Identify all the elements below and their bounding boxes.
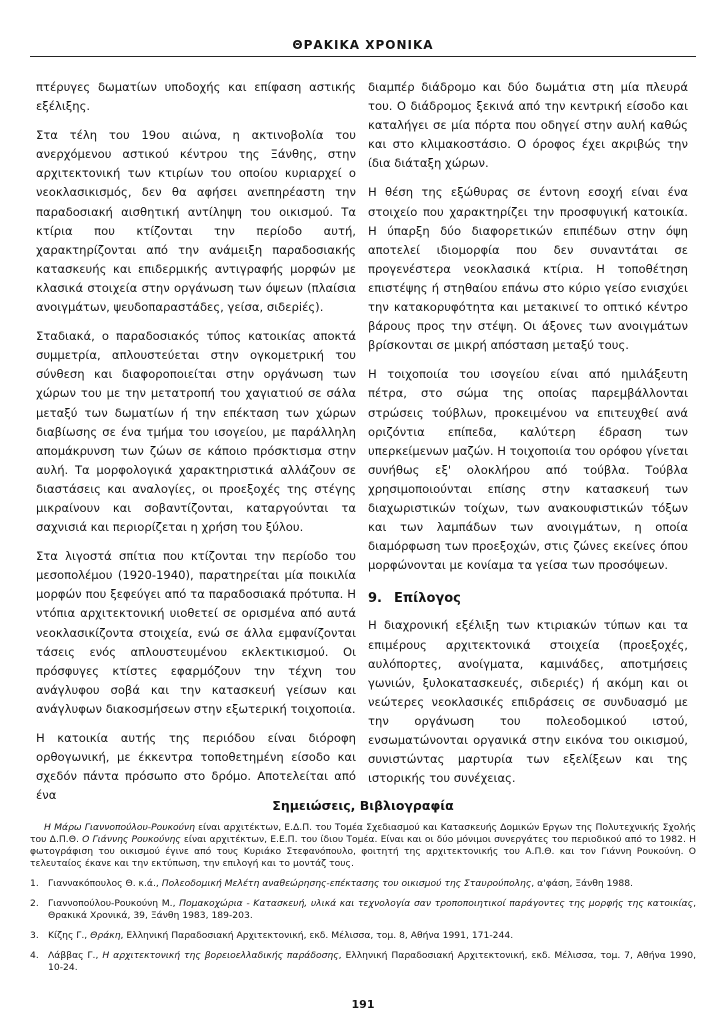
paragraph: Στα λιγοστά σπίτια που κτίζονται την περίοδο του μεσοπολέμου (1920-1940), παρατηρείται μία ποικιλία μορφών που ξεφεύγει από τα παραδοσιακά πρότυπα. Η ντόπια αρχιτεκτονική υιοθετεί σε ορισμένα από αυτά νεοκλασικίζοντα στοιχεία, ενώ σε άλλα εμφανίζονται τάσεις ενός απλουστευμένου εκλεκτικισμού. Οι πρόσφυγες κτίστες εφαρμόζουν την τέχνη του ανάγλυφου σοβά και την κατασκευή γείσων και ανάγλυφων διακοσμήσεων στην εξωτερική τοιχοποιία.	[36, 549, 356, 716]
left-column	[36, 78, 356, 815]
section-number: 9.	[368, 591, 382, 607]
reference-item	[30, 898, 696, 922]
reference-item	[30, 930, 696, 942]
reference-number: 2.	[30, 898, 39, 909]
author-name: Η Μάρω Γιαννοπούλου-Ρουκούνη	[44, 822, 195, 833]
paragraph: Η τοιχοποιία του ισογείου είναι από ημιλάξευτη πέτρα, στο σώμα της οποίας παρεμβάλλονται στρώσεις τούβλων, προκειμένου να επιτευχθεί ανά οριζόντια επίπεδα, καλύτερη έδραση των υπερκείμενων μαζών. Η τοιχοποιία του ορόφου γίνεται συνήθως εξ' ολοκλήρου από τούβλα. Τούβλα χρησιμοποιούνται επίσης στην κατασκευή των διαχωριστικών τοίχων, των ανακουφιστικών τόξων και των λαμπάδων των ανοιγμάτων, η οποία διαμόρφωση των προεξοχών, στις ζώνες εκείνες όπου μορφώνονται με κονίαμα τα γείσα των προσόψεων.	[368, 367, 688, 573]
paragraph: Η θέση της εξώθυρας σε έντονη εσοχή είναι ένα στοιχείο που χαρακτηρίζει την προσφυγική κατοικία. Η ύπαρξη δύο διαφορετικών επιπέδων στην όψη αποτελεί ιδιομορφία που δεν συναντάται σε προγενέστερα νεοκλασικά κτίρια. Η τοποθέτηση επιστέψης ή στηθαίου επάνω στο κύριο γείσο ενισχύει την κατακορυφότητα και μετακινεί το οπτικό κέντρο βάρους προς την στέψη. Οι άξονες των ανοιγμάτων βρίσκονται σε μικρή απόσταση μεταξύ τους.	[368, 185, 688, 353]
author-note-text: είναι αρχιτέκτων, Ε.Ε.Π. του ίδιου Τομέα. Είναι και οι δύο μόνιμοι συνεργάτες του περιοδικού από το 1982. Η φωτογράφιση του οικισμού έγινε από τους Κυριάκο Στεφανόπουλο, φοιτητή της αρχιτεκτονικής του Α.Π.Θ. και τον Γιάννη Ρουκούνη. Ο τελευταίος έκανε και την εκτύπωση, την επιλογή και το μοντάζ τους.	[30, 834, 696, 869]
reference-item	[30, 950, 696, 974]
paragraph: διαμπέρ διάδρομο και δύο δωμάτια στη μία πλευρά του. Ο διάδρομος ξεκινά από την κεντρική είσοδο και καταλήγει σε μία πόρτα που οδηγεί στην αυλή καθώς και στο κλιμακοστάσιο. Ο όροφος έχει ακριβώς την ίδια διάταξη χώρων.	[368, 80, 688, 171]
notes-title: Σημειώσεις, Βιβλιογραφία	[272, 798, 454, 813]
header-rule	[30, 56, 696, 57]
reference-number: 4.	[30, 950, 39, 961]
paragraph: Σταδιακά, ο παραδοσιακός τύπος κατοικίας αποκτά συμμετρία, απλουστεύεται στην ογκομετρική του σύνθεση και διαφοροποιείται στην οργάνωση των χώρων του με την μετατροπή του χαγιατιού σε σάλα μεταξύ των δωματίων ή την επέκταση των χώρων διαβίωσης σε ένα τμήμα του ισογείου, με παράλληλη απομάκρυνση των ζώων σε κάποιο πρόσκτισμα στην αυλή. Τα μορφολογικά χαρακτηριστικά αλλάζουν σε διαστάσεις και αναλογίες, οι προεξοχές της στέγης μικραίνουν και σοβαντίζονται, καταργούνται τα σαχνισιά και περιορίζεται η χρήση του ξύλου.	[36, 329, 356, 535]
author-note-text: είναι αρχιτέκτων, Ε.Δ.Π. του Τομέα Σχεδιασμού και Κατασκευής Δομικών Εργων της Πολυτεχνικής Σχολής του Δ.Π.Θ.	[30, 822, 696, 845]
author-name: Ο Γιάννης Ρουκούνης	[82, 834, 181, 845]
section-heading	[368, 589, 688, 608]
reference-text: Γιαννακόπουλος Θ. κ.ά., Πολεοδομική Μελέτη αναθεώρησης-επέκτασης του οικισμού της Σταυρούπολης, α'φάση, Ξάνθη 1988.	[48, 878, 633, 889]
reference-text: Κίζης Γ., Θράκη, Ελληνική Παραδοσιακή Αρχιτεκτονική, εκδ. Μέλισσα, τομ. 8, Αθήνα 1991, 171-244.	[48, 930, 514, 941]
paragraph: Η κατοικία αυτής της περιόδου είναι διόροφη ορθογωνική, με έκκεντρα τοποθετημένη είσοδο και σχεδόν πάντα πρόσωπο στο δρόμο. Αποτελείται από ένα	[36, 731, 356, 803]
reference-text: Λάββας Γ., Η αρχιτεκτονική της βορειοελλαδικής παράδοσης, Ελληνική Παραδοσιακή Αρχιτεκτονική, εκδ. Μέλισσα, τομ. 7, Αθήνα 1990, 10-24.	[48, 950, 696, 973]
epilogue-paragraph: Η διαχρονική εξέλιξη των κτιριακών τύπων και τα επιμέρους αρχιτεκτονικά στοιχεία (προεξοχές, αυλόπορτες, ανοίγματα, καμινάδες, αποτμήσεις γωνιών, ξυλοκατασκευές, σιδεριές) ή ακόμη και οι νεώτερες νεοκλασικές επιδράσεις σε συνδυασμό με την οργάνωση του πολεοδομικού ιστού, ενσωματώνονται οργανικά στην εικόνα του οικισμού, συνιστώντας μαρτυρία των εξελίξεων και της ιστορικής του συνέχειας.	[368, 618, 688, 786]
right-column	[368, 78, 688, 798]
reference-text: Γιαννοπούλου-Ρουκούνη Μ., Πομακοχώρια - Κατασκευή, υλικά και τεχνολογία σαν τροποποιητικοί παράγοντες της μορφής της κατοικίας, Θρακικά Χρονικά, 39, Ξάνθη 1983, 189-203.	[48, 898, 696, 921]
author-note	[30, 822, 696, 870]
running-header: ΘΡΑΚΙΚΑ ΧΡΟΝΙΚΑ	[292, 38, 434, 52]
reference-number: 3.	[30, 930, 39, 941]
reference-item	[30, 878, 696, 890]
paragraph: Στα τέλη του 19ου αιώνα, η ακτινοβολία του ανερχόμενου αστικού κέντρου της Ξάνθης, στην αρχιτεκτονική των κτιρίων του οποίου κυριαρχεί ο νεοκλασικισμός, δεν θα αφήσει ανεπηρέαστη την παραδοσιακή αισθητική αντίληψη του οικισμού. Τα κτίρια που κτίζονται την περίοδο αυτή, χαρακτηρίζονται από την ανάμειξη παραδοσιακής κατασκευής και επιδερμικής αντιγραφής μορφών με κλασικά στοιχεία στην οργάνωση των όψεων (πλαίσια ανοιγμάτων, ψευδοπαραστάδες, γείσα, σιδερiές).	[36, 128, 356, 315]
page-number: 191	[351, 998, 375, 1011]
section-title: Επίλογος	[394, 591, 461, 607]
reference-number: 1.	[30, 878, 39, 889]
notes-section	[30, 822, 696, 982]
paragraph: πτέρυγες δωματίων υποδοχής και επίφαση αστικής εξέλιξης.	[36, 80, 356, 114]
